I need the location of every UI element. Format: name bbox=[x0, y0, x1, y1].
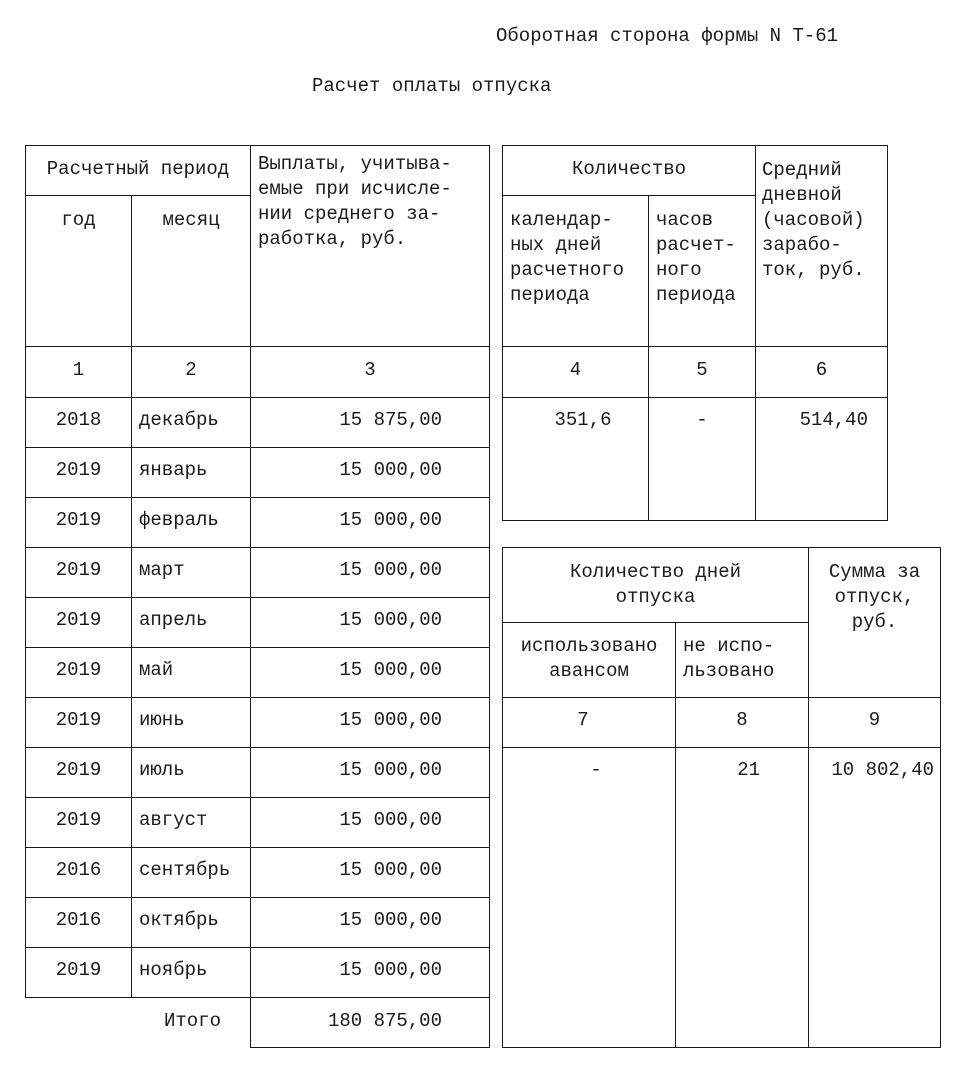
row-month: ноябрь bbox=[139, 959, 208, 981]
row-month: апрель bbox=[139, 609, 208, 631]
row-month: август bbox=[139, 809, 208, 831]
used-advance-header: использовано авансом bbox=[520, 635, 658, 682]
col-number-9: 9 bbox=[868, 709, 881, 731]
row-amount: 15 875,00 bbox=[339, 409, 442, 431]
col-number-6: 6 bbox=[815, 359, 828, 381]
row-month: октябрь bbox=[139, 909, 219, 931]
row-month: июль bbox=[139, 759, 185, 781]
row-year: 2019 bbox=[55, 809, 102, 831]
month-header: месяц bbox=[162, 209, 220, 231]
hours-value: - bbox=[696, 409, 708, 431]
row-amount: 15 000,00 bbox=[339, 659, 442, 681]
avg-earnings-header: Средний дневной (часовой) зарабо- ток, руб. bbox=[762, 159, 865, 281]
payments-header: Выплаты, учитыва- емые при исчисле- нии среднего за- работка, руб. bbox=[258, 153, 452, 250]
row-amount: 15 000,00 bbox=[339, 509, 442, 531]
col-number-2: 2 bbox=[185, 359, 197, 381]
total-label: Итого bbox=[164, 1010, 222, 1032]
calendar-days-header: календар- ных дней расчетного периода bbox=[510, 209, 625, 306]
row-month: январь bbox=[139, 459, 208, 481]
row-year: 2019 bbox=[55, 759, 102, 781]
row-month: март bbox=[139, 559, 185, 581]
row-month: май bbox=[139, 659, 174, 681]
hours-header: часов расчет- ного периода bbox=[656, 209, 736, 306]
row-month: июнь bbox=[139, 709, 185, 731]
calendar-days-value: 351,6 bbox=[554, 409, 612, 431]
row-amount: 15 000,00 bbox=[339, 559, 442, 581]
row-amount: 15 000,00 bbox=[339, 709, 442, 731]
col-number-3: 3 bbox=[364, 359, 376, 381]
row-year: 2019 bbox=[55, 609, 102, 631]
total-amount: 180 875,00 bbox=[327, 1010, 442, 1032]
unused-header: не испо- льзовано bbox=[683, 635, 775, 682]
row-amount: 15 000,00 bbox=[339, 459, 442, 481]
unused-value: 21 bbox=[737, 759, 760, 781]
year-header: год bbox=[61, 209, 96, 231]
row-amount: 15 000,00 bbox=[339, 959, 442, 981]
row-year: 2019 bbox=[55, 709, 102, 731]
row-year: 2018 bbox=[55, 409, 102, 431]
row-month: декабрь bbox=[139, 409, 219, 431]
form-reference: Оборотная сторона формы N Т-61 bbox=[496, 25, 839, 47]
row-amount: 15 000,00 bbox=[339, 909, 442, 931]
vacation-sum-value: 10 802,40 bbox=[831, 759, 934, 781]
col-number-7: 7 bbox=[577, 709, 589, 731]
vacation-sum-header: Сумма за отпуск, руб. bbox=[828, 561, 921, 633]
row-year: 2019 bbox=[55, 959, 102, 981]
row-year: 2016 bbox=[55, 859, 102, 881]
row-amount: 15 000,00 bbox=[339, 759, 442, 781]
row-month: февраль bbox=[139, 509, 219, 531]
row-year: 2019 bbox=[55, 559, 102, 581]
row-amount: 15 000,00 bbox=[339, 609, 442, 631]
row-year: 2019 bbox=[55, 509, 102, 531]
col-number-1: 1 bbox=[72, 359, 85, 381]
col-number-8: 8 bbox=[736, 709, 748, 731]
row-year: 2019 bbox=[55, 659, 102, 681]
avg-earnings-value: 514,40 bbox=[799, 409, 868, 431]
row-amount: 15 000,00 bbox=[339, 809, 442, 831]
row-year: 2019 bbox=[55, 459, 102, 481]
row-month: сентябрь bbox=[139, 859, 231, 881]
col-number-4: 4 bbox=[569, 359, 582, 381]
period-header: Расчетный период bbox=[46, 158, 230, 180]
vacation-days-header: Количество дней отпуска bbox=[569, 561, 742, 608]
page-title: Расчет оплаты отпуска bbox=[312, 75, 552, 97]
col-number-5: 5 bbox=[696, 359, 708, 381]
used-advance-value: - bbox=[590, 759, 602, 781]
row-amount: 15 000,00 bbox=[339, 859, 442, 881]
quantity-header: Количество bbox=[571, 158, 687, 180]
row-year: 2016 bbox=[55, 909, 102, 931]
